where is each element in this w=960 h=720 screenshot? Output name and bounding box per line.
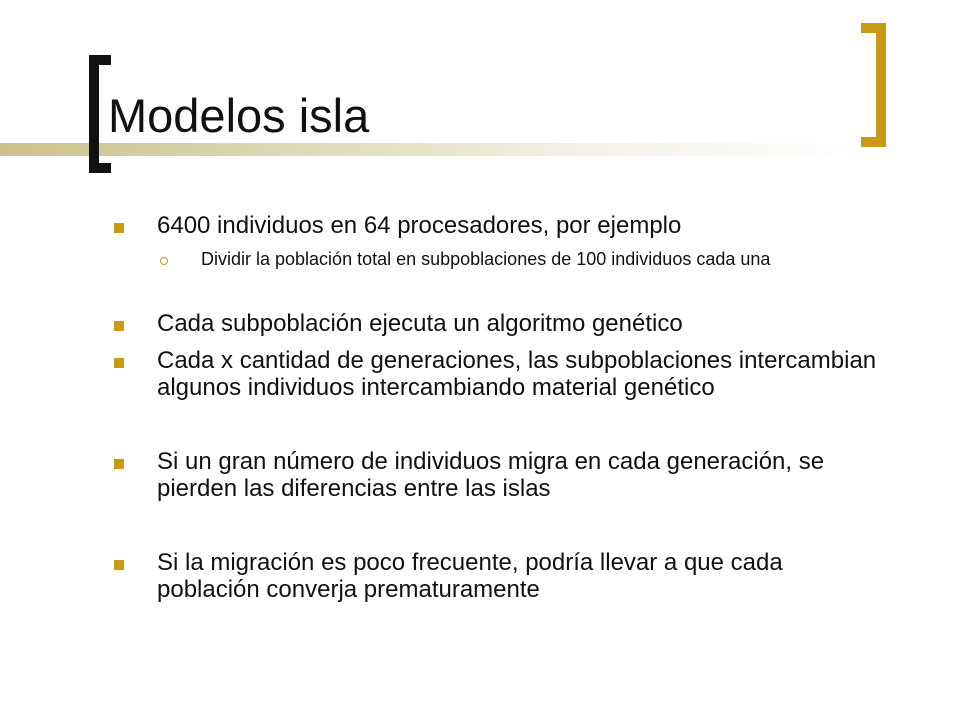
slide-title: Modelos isla: [108, 89, 370, 142]
square-bullet-icon: [114, 223, 124, 233]
circle-bullet-icon: [160, 257, 168, 265]
bullet-text: Si un gran número de individuos migra en cada generación, se pierden las diferencias entre las islas: [157, 448, 825, 502]
square-bullet-icon: [114, 560, 124, 570]
square-bullet-icon: [114, 358, 124, 368]
square-bullet-icon: [114, 321, 124, 331]
sub-bullet-text: Dividir la población total en subpoblaciones de 100 individuos cada una: [201, 249, 771, 269]
square-bullet-icon: [114, 459, 124, 469]
bullet-text: 6400 individuos en 64 procesadores, por ejemplo: [157, 212, 682, 239]
bullet-text: Cada subpoblación ejecuta un algoritmo genético: [157, 310, 683, 337]
bullet-text: Si la migración es poco frecuente, podría llevar a que cada población converja prematuramente: [157, 549, 783, 603]
bullet-text: Cada x cantidad de generaciones, las subpoblaciones intercambian algunos individuos intercambiando material genético: [157, 347, 877, 401]
